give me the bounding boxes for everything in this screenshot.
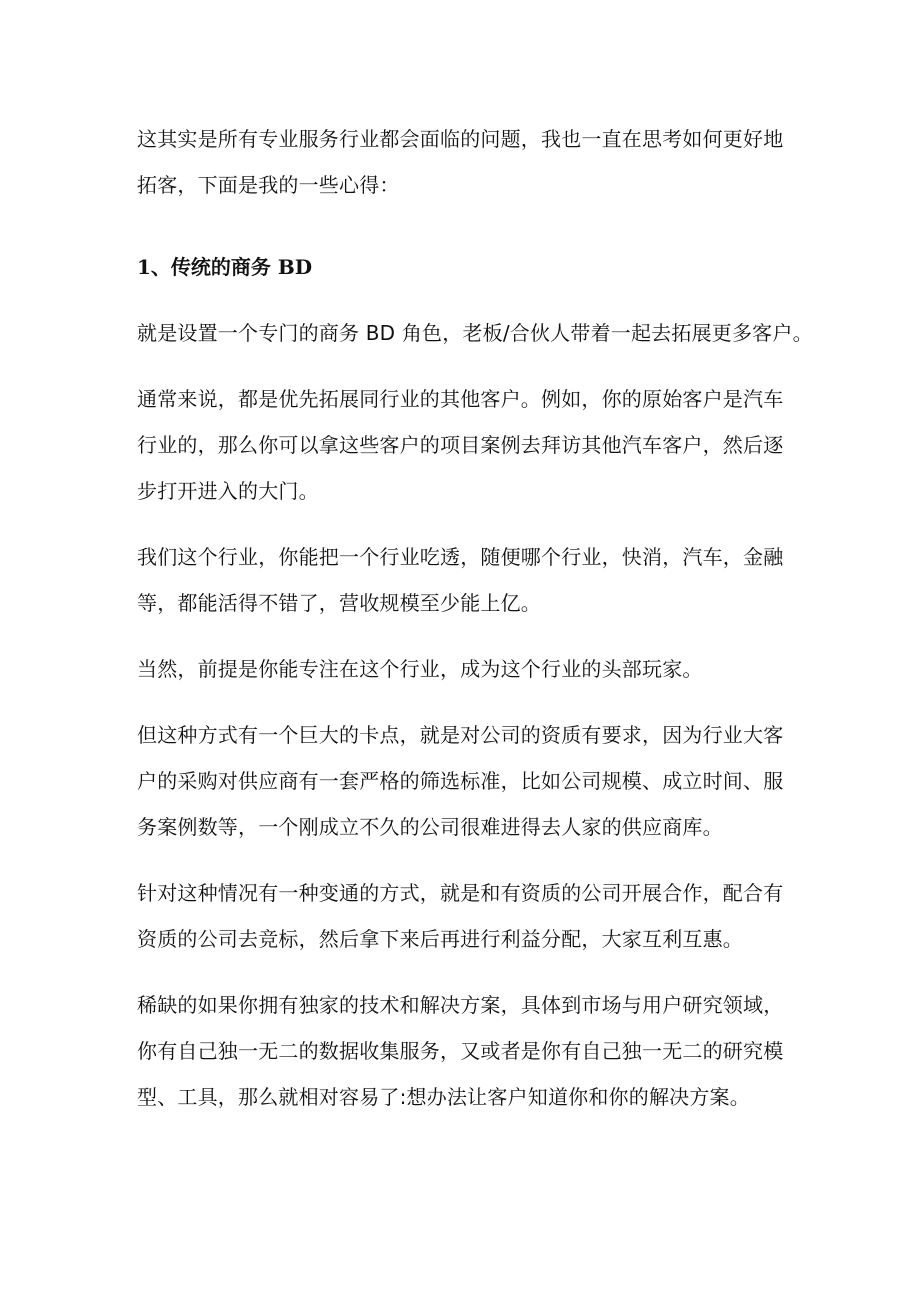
paragraph-4	[137, 646, 797, 692]
paragraph-2	[137, 376, 797, 514]
text-line: 稀缺的如果你拥有独家的技术和解决方案，具体到市场与用户研究领域，	[137, 993, 784, 1017]
text-line: 步打开进入的大门。	[137, 479, 319, 503]
paragraph-5	[137, 712, 797, 850]
text-line: 型、工具，那么就相对容易了:想办法让客户知道你和你的解决方案。	[137, 1085, 750, 1109]
text-line: 资质的公司去竞标，然后拿下来后再进行利益分配，大家互利互惠。	[137, 927, 743, 951]
text-line: 当然，前提是你能专注在这个行业，成为这个行业的头部玩家。	[137, 657, 703, 681]
text-line: 我们这个行业，你能把一个行业吃透，随便哪个行业，快消，汽车，金融	[137, 545, 784, 569]
text-line: 务案例数等，一个刚成立不久的公司很难进得去人家的供应商库。	[137, 815, 723, 839]
paragraph-6	[137, 870, 797, 962]
text-line: 但这种方式有一个巨大的卡点，就是对公司的资质有要求，因为行业大客	[137, 723, 784, 747]
text-line: 你有自己独一无二的数据收集服务，又或者是你有自己独一无二的研究模	[137, 1039, 784, 1063]
text-line: 这其实是所有专业服务行业都会面临的问题，我也一直在思考如何更好地	[137, 127, 784, 151]
text-line: 等，都能活得不错了，营收规模至少能上亿。	[137, 591, 541, 615]
text-line: 行业的，那么你可以拿这些客户的项目案例去拜访其他汽车客户，然后逐	[137, 433, 784, 457]
text-line: 针对这种情况有一种变通的方式，就是和有资质的公司开展合作，配合有	[137, 881, 784, 905]
document-body	[137, 116, 813, 1120]
text-line: 通常来说，都是优先拓展同行业的其他客户。例如，你的原始客户是汽车	[137, 387, 784, 411]
intro-paragraph	[137, 116, 797, 208]
text-line: 户的采购对供应商有一套严格的筛选标准，比如公司规模、成立时间、服	[137, 769, 784, 793]
section-heading: 1、传统的商务 BD	[137, 255, 313, 279]
paragraph-7	[137, 982, 797, 1120]
paragraph-1	[137, 310, 813, 356]
text-line: 拓客，下面是我的一些心得：	[137, 173, 400, 197]
text-line: 就是设置一个专门的商务 BD 角色，老板/合伙人带着一起去拓展更多客户。	[137, 321, 813, 345]
paragraph-3	[137, 534, 797, 626]
